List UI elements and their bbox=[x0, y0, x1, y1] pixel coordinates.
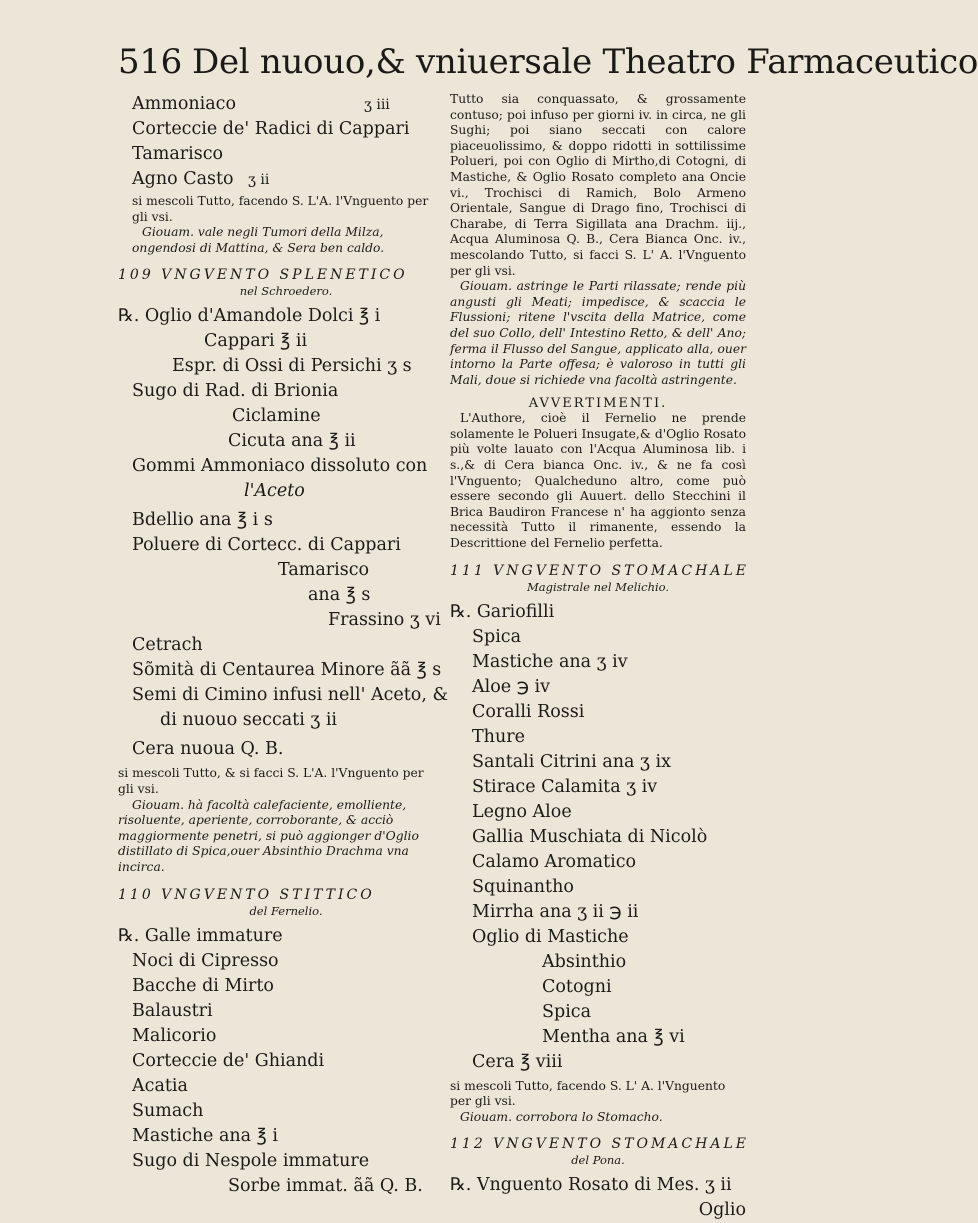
ingredient-line: Cicuta ana ℥ ii bbox=[228, 431, 356, 452]
recipe-heading: 111 VNGVENTO STOMACHALE bbox=[450, 562, 749, 579]
ingredient-line: Bacche di Mirto bbox=[132, 975, 274, 996]
ingredient-line: Cetrach bbox=[132, 635, 203, 656]
right-column bbox=[450, 92, 749, 1223]
ingredient-line: Sugo di Nespole immature bbox=[132, 1150, 370, 1171]
recipe-subhead: nel Schroedero. bbox=[239, 284, 333, 299]
ingredient-line: Sumach bbox=[132, 1100, 204, 1121]
ingredient-line: Sõmità di Centaurea Minore ãã ℥ s bbox=[132, 660, 442, 681]
recipe-subhead: Magistrale nel Melichio. bbox=[526, 579, 670, 594]
ingredient-line: Tamarisco bbox=[132, 144, 224, 164]
ingredient-line: Mastiche ana ℥ i bbox=[132, 1125, 278, 1146]
ingredient-line: Ciclamine bbox=[232, 406, 321, 427]
recipe-heading: 110 VNGVENTO STITTICO bbox=[118, 886, 375, 903]
ingredient-line: Semi di Cimino infusi nell' Aceto, & bbox=[132, 685, 449, 706]
left-column bbox=[118, 92, 449, 1199]
ingredient-line: Gommi Ammoniaco dissoluto con bbox=[132, 456, 428, 477]
ingredient-line: Acatia bbox=[132, 1075, 188, 1096]
recipe-heading: 112 VNGVENTO STOMACHALE bbox=[450, 1136, 749, 1153]
ingredient-line: di nuouo seccati ʒ ii bbox=[160, 710, 338, 731]
ingredient-line: Cera ℥ viii bbox=[472, 1051, 563, 1072]
ingredient-line: Absinthio bbox=[542, 951, 627, 972]
ingredient-line: Cappari ℥ ii bbox=[204, 331, 308, 352]
page-header bbox=[118, 42, 978, 82]
ingredient-line: ℞. Vnguento Rosato di Mes. ʒ ii bbox=[450, 1175, 732, 1196]
ingredient-line: Mentha ana ℥ vi bbox=[542, 1026, 685, 1047]
ingredient-line: Corteccie de' Radici di Cappari bbox=[132, 119, 410, 139]
giouam-note: Giouam. vale negli Tumori della Milza, ongendosi di Mattina, & Sera ben caldo. bbox=[132, 225, 385, 255]
ingredient-line: Poluere di Cortecc. di Cappari bbox=[132, 535, 401, 556]
ingredient-line: Calamo Aromatico bbox=[472, 851, 637, 872]
ingredient-line: Espr. di Ossi di Persichi ʒ s bbox=[172, 356, 412, 377]
instruction-text: si mescoli Tutto, facendo S. L'A. l'Vnguento per gli vsi. bbox=[132, 194, 429, 224]
ingredient-line: Malicorio bbox=[132, 1025, 217, 1046]
ingredient-line: Santali Citrini ana ʒ ix bbox=[472, 751, 671, 772]
ingredient-line: Oglio di Mastiche bbox=[472, 926, 629, 947]
ingredient-line: Sorbe immat. ãã Q. B. bbox=[228, 1175, 423, 1196]
recipe-subhead: del Fernelio. bbox=[249, 903, 323, 918]
page-title: Del nuouo,& vniuersale Theatro Farmaceutico bbox=[192, 42, 978, 82]
page-number: 516 bbox=[118, 42, 182, 82]
ingredient-line: Cotogni bbox=[542, 976, 612, 997]
ingredient-line: l'Aceto bbox=[244, 481, 305, 502]
preparation-text: Tutto sia conquassato, & grossamente contuso; poi infuso per giorni iv. in circa, ne gli Sughi; poi siano seccati con calore piaceuolissimo, & doppo ridotti in sottilissime Polueri, poi con Oglio di Mirtho,di Cotogni, di Mastiche, & Oglio Rosato completo ana Oncie vi., Trochisci di Ramich, Bolo Armeno Orientale, Sangue di Drago fino, Trochisci di Charabe, di Terra Sigillata ana Drachm. iij., Acqua Aluminosa Q. B., Cera Bianca Onc. iv., mescolando Tutto, si facci S. L' A. l'Vnguento per gli vsi. bbox=[450, 92, 746, 278]
ingredient-line: ℞. Oglio d'Amandole Dolci ℥ i bbox=[118, 306, 381, 327]
giouam-note: Giouam. corrobora lo Stomacho. bbox=[460, 1109, 663, 1124]
ingredient-line: Balaustri bbox=[132, 1000, 213, 1021]
ingredient-line: Agno Casto ʒ ii bbox=[132, 169, 270, 189]
ingredient-line: ana ℥ s bbox=[308, 585, 371, 606]
ingredient-line: Legno Aloe bbox=[472, 801, 572, 822]
ingredient-line: Sugo di Rad. di Brionia bbox=[132, 381, 339, 402]
ingredient-line: Bdellio ana ℥ i s bbox=[132, 510, 273, 531]
ingredient-line: Coralli Rossi bbox=[472, 701, 585, 722]
ingredient-line: Spica bbox=[542, 1001, 592, 1022]
avvertimenti-text: L'Authore, cioè il Fernelio ne prende solamente le Polueri Insugate,& d'Oglio Rosato più volte lauato con l'Acqua Aluminosa lib. i s.,& di Cera bianca Onc. iv., & ne fa così l'Vnguento; Qualcheduno altro, come può essere secondo gli Auuert. dello Stecchini il Brica Baudiron Francese n' ha aggionto senza necessità Tutto il rimanente, essendo la Descrittione del Fernelio perfetta. bbox=[450, 411, 746, 551]
recipe-heading: 109 VNGVENTO SPLENETICO bbox=[118, 267, 408, 284]
ingredient-line: ℞. Gariofilli bbox=[450, 601, 555, 622]
giouam-note: Giouam. astringe le Parti rilassate; rende più angusti gli Meati; impedisce, & scaccia le Flussioni; ritene l'vscita della Matrice, come del suo Collo, dell' Intestino Retto, & dell' Ano; ferma il Flusso del Sangue, applicato alla, ouer intorno la Parte offesa; è valoroso in tutti gli Mali, doue si richiede vna facoltà astringente. bbox=[450, 279, 746, 387]
ingredient-line: Mirrha ana ʒ ii ℈ ii bbox=[472, 901, 639, 922]
ingredient-line: ℞. Galle immature bbox=[118, 925, 283, 946]
ingredient-line: Aloe ℈ iv bbox=[472, 676, 550, 697]
ingredient-line: Frassino ʒ vi bbox=[328, 610, 441, 631]
ingredient-line: Squinantho bbox=[472, 876, 574, 897]
ingredient-line: Thure bbox=[472, 726, 525, 747]
ingredient-line: Ammoniaco ʒ iii bbox=[132, 94, 390, 114]
ingredient-line: Corteccie de' Ghiandi bbox=[132, 1050, 325, 1071]
ingredient-line: Noci di Cipresso bbox=[132, 950, 279, 971]
ingredient-line: Mastiche ana ʒ iv bbox=[472, 651, 628, 672]
avvertimenti-title: AVVERTIMENTI. bbox=[528, 396, 668, 412]
instruction-text: si mescoli Tutto, facendo S. L' A. l'Vnguento per gli vsi. bbox=[450, 1078, 726, 1109]
instruction-text: si mescoli Tutto, & si facci S. L'A. l'Vnguento per gli vsi. bbox=[118, 766, 424, 796]
ingredient-line: Spica bbox=[472, 626, 522, 647]
ingredient-line: Stirace Calamita ʒ iv bbox=[472, 776, 658, 797]
ingredient-line: Oglio bbox=[698, 1200, 746, 1221]
recipe-subhead: del Pona. bbox=[571, 1153, 625, 1168]
giouam-note: Giouam. hà facoltà calefaciente, emolliente, risoluente, aperiente, corroborante, & acciò maggiormente penetri, si può aggionger d'Oglio distillato di Spica,ouer Absinthio Drachma vna incirca. bbox=[118, 797, 419, 874]
ingredient-line: Gallia Muschiata di Nicolò bbox=[472, 826, 708, 847]
ingredient-line: Cera nuoua Q. B. bbox=[132, 739, 284, 760]
ingredient-line: Tamarisco bbox=[278, 560, 370, 581]
